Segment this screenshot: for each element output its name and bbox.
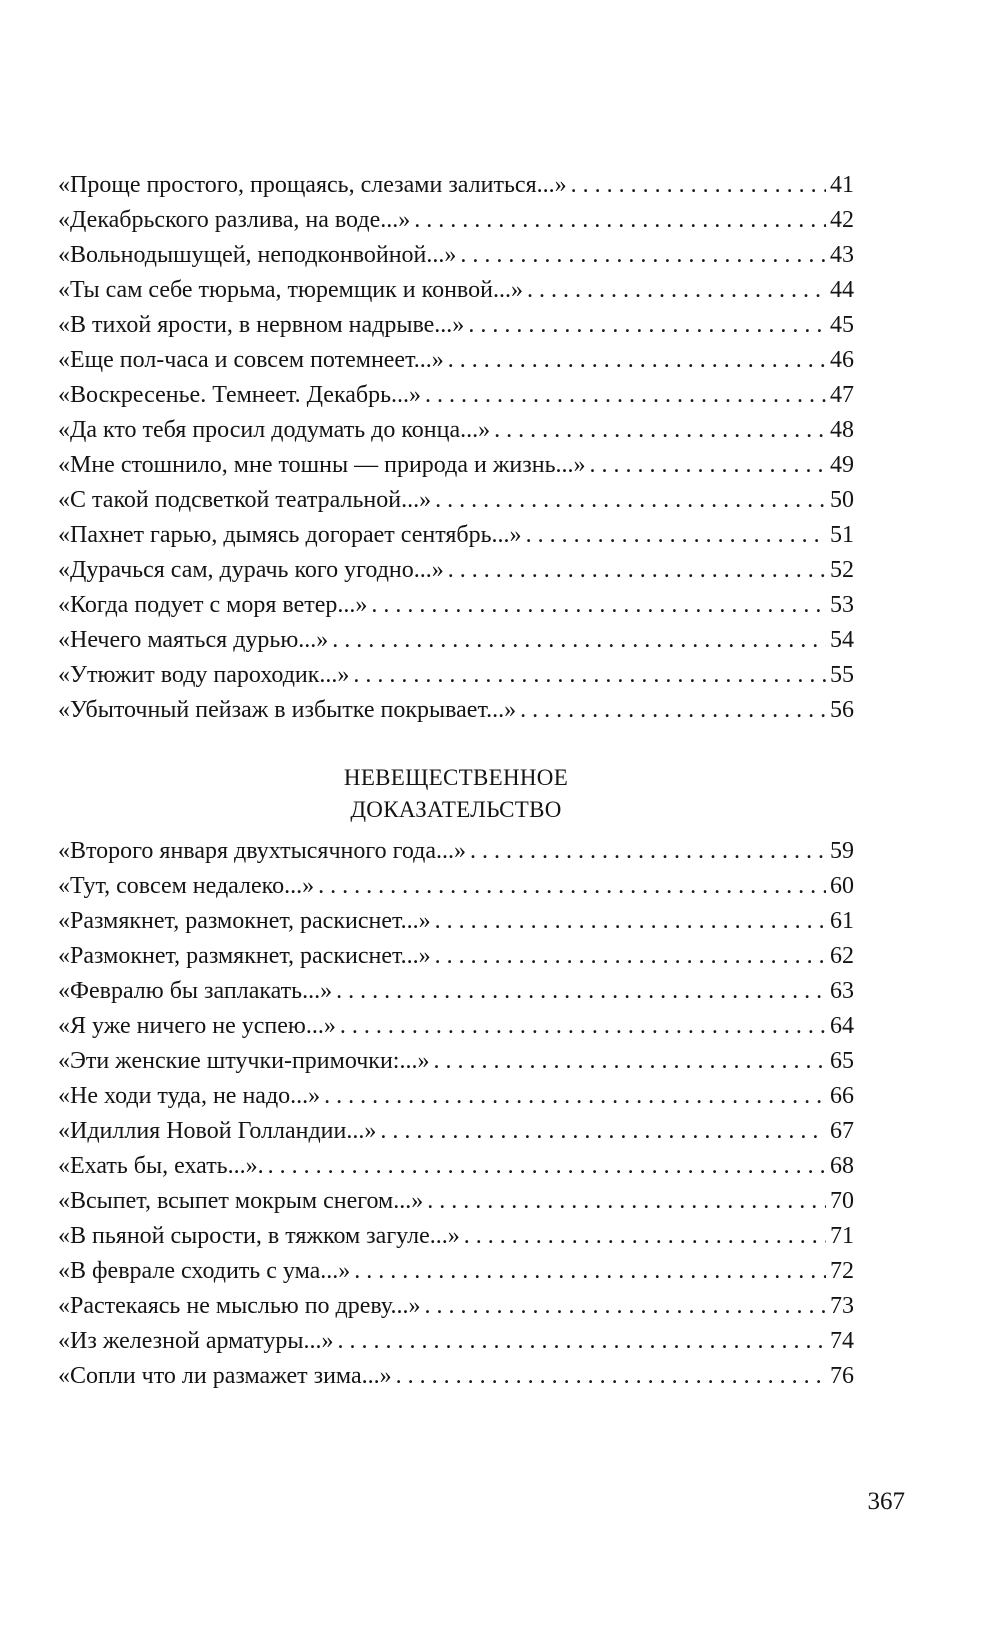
toc-entry-page: 49: [830, 452, 854, 478]
toc-entry-page: 46: [830, 347, 854, 373]
toc-dot-leader: [468, 308, 826, 343]
toc-list-part-2: [58, 834, 854, 1394]
toc-dot-leader: [494, 413, 826, 448]
toc-entry: [58, 1079, 854, 1114]
toc-dot-leader: [435, 939, 826, 974]
toc-entry-page: 52: [830, 557, 854, 583]
toc-entry: [58, 834, 854, 869]
toc-entry-title: «С такой подсветкой театральной...»: [58, 487, 432, 513]
toc-entry-title: «Не ходи туда, не надо...»: [58, 1083, 321, 1109]
toc-entry-title: «Утюжит воду пароходик...»: [58, 662, 350, 688]
toc-entry-page: 71: [830, 1223, 854, 1249]
toc-entry: [58, 1254, 854, 1289]
toc-dot-leader: [354, 1254, 826, 1289]
toc-entry-page: 48: [830, 417, 854, 443]
toc-entry: [58, 939, 854, 974]
toc-entry: [58, 1324, 854, 1359]
toc-dot-leader: [470, 834, 826, 869]
toc-entry-title: «Февралю бы заплакать...»: [58, 978, 333, 1004]
toc-entry-title: «Декабрьского разлива, на воде...»: [58, 207, 411, 233]
toc-entry-page: 45: [830, 312, 854, 338]
toc-entry: [58, 413, 854, 448]
toc-entry-title: «Убыточный пейзаж в избытке покрывает...»: [58, 697, 517, 723]
toc-dot-leader: [268, 1149, 826, 1184]
toc-entry-title: «Вольнодышущей, неподконвойной...»: [58, 242, 457, 268]
toc-entry-title: «Мне стошнило, мне тошны — природа и жизнь...»: [58, 452, 586, 478]
toc-entry: [58, 553, 854, 588]
toc-entry-page: 54: [830, 627, 854, 653]
toc-entry: [58, 623, 854, 658]
toc-entry-page: 74: [830, 1328, 854, 1354]
toc-dot-leader: [427, 1184, 826, 1219]
toc-entry: [58, 1044, 854, 1079]
toc-entry-title: «Второго января двухтысячного года...»: [58, 838, 467, 864]
toc-dot-leader: [435, 483, 826, 518]
toc-entry-page: 66: [830, 1083, 854, 1109]
toc-entry: [58, 1359, 854, 1394]
toc-entry: [58, 658, 854, 693]
toc-dot-leader: [371, 588, 826, 623]
toc-entry: [58, 588, 854, 623]
toc-entry-title: «Всыпет, всыпет мокрым снегом...»: [58, 1188, 424, 1214]
toc-dot-leader: [464, 1219, 826, 1254]
page-number: 367: [867, 1488, 905, 1515]
toc-entry-page: 65: [830, 1048, 854, 1074]
toc-entry-page: 70: [830, 1188, 854, 1214]
toc-entry: [58, 343, 854, 378]
toc-entry: [58, 518, 854, 553]
toc-dot-leader: [571, 168, 826, 203]
toc-entry-title: «Когда подует с моря ветер...»: [58, 592, 368, 618]
toc-entry-title: «В пьяной сырости, в тяжком загуле...»: [58, 1223, 460, 1249]
toc-dot-leader: [460, 238, 826, 273]
toc-entry-title: «Размокнет, размякнет, раскиснет...»: [58, 943, 431, 969]
toc-dot-leader: [380, 1114, 826, 1149]
toc-entry-title: «В феврале сходить с ума...»: [58, 1258, 351, 1284]
toc-entry-title: «Ехать бы, ехать...».: [58, 1153, 264, 1179]
toc-dot-leader: [520, 693, 826, 728]
toc-entry: [58, 378, 854, 413]
toc-dot-leader: [353, 658, 826, 693]
toc-dot-leader: [527, 273, 826, 308]
toc-entry-title: «Воскресенье. Темнеет. Декабрь...»: [58, 382, 422, 408]
toc-entry: [58, 203, 854, 238]
toc-entry: [58, 483, 854, 518]
toc-dot-leader: [337, 1324, 826, 1359]
toc-entry-page: 56: [830, 697, 854, 723]
toc-entry-page: 53: [830, 592, 854, 618]
toc-entry-page: 41: [830, 172, 854, 198]
toc-entry-page: 51: [830, 522, 854, 548]
toc-entry-page: 76: [830, 1363, 854, 1389]
toc-entry-page: 73: [830, 1293, 854, 1319]
toc-dot-leader: [425, 378, 826, 413]
toc-entry-page: 72: [830, 1258, 854, 1284]
toc-entry-page: 55: [830, 662, 854, 688]
toc-entry: [58, 693, 854, 728]
toc-entry-page: 44: [830, 277, 854, 303]
toc-entry: [58, 869, 854, 904]
toc-entry: [58, 168, 854, 203]
toc-entry-title: «Ты сам себе тюрьма, тюремщик и конвой...»: [58, 277, 523, 303]
toc-entry-title: «Идиллия Новой Голландии...»: [58, 1118, 377, 1144]
toc-entry-page: 67: [830, 1118, 854, 1144]
section-heading-line-1: НЕВЕЩЕСТВЕННОЕ: [343, 765, 569, 790]
toc-dot-leader: [332, 623, 826, 658]
toc-entry: [58, 448, 854, 483]
toc-entry-title: «Тут, совсем недалеко...»: [58, 873, 315, 899]
toc-dot-leader: [590, 448, 826, 483]
toc-entry-page: 60: [830, 873, 854, 899]
toc-entry-title: «Эти женские штучки-примочки:...»: [58, 1048, 430, 1074]
toc-entry-title: «В тихой ярости, в нервном надрыве...»: [58, 312, 465, 338]
toc-dot-leader: [448, 343, 826, 378]
toc-entry: [58, 1219, 854, 1254]
toc-entry: [58, 308, 854, 343]
toc-entry-page: 68: [830, 1153, 854, 1179]
toc-entry-title: «Дурачься сам, дурачь кого угодно...»: [58, 557, 444, 583]
toc-dot-leader: [324, 1079, 826, 1114]
toc-dot-leader: [336, 974, 826, 1009]
toc-entry-title: «Нечего маяться дурью...»: [58, 627, 329, 653]
toc-dot-leader: [414, 203, 826, 238]
toc-entry-title: «Да кто тебя просил додумать до конца...»: [58, 417, 491, 443]
toc-entry-page: 62: [830, 943, 854, 969]
toc-entry: [58, 1114, 854, 1149]
toc-entry-page: 43: [830, 242, 854, 268]
toc-entry-page: 59: [830, 838, 854, 864]
section-heading-line-2: ДОКАЗАТЕЛЬСТВО: [350, 797, 562, 822]
toc-entry-title: «Проще простого, прощаясь, слезами залиться...»: [58, 172, 567, 198]
toc-entry-page: 61: [830, 908, 854, 934]
toc-entry: [58, 1289, 854, 1324]
toc-entry: [58, 974, 854, 1009]
toc-dot-leader: [340, 1009, 826, 1044]
toc-entry-title: «Я уже ничего не успею...»: [58, 1013, 336, 1039]
toc-entry-title: «Пахнет гарью, дымясь догорает сентябрь...»: [58, 522, 522, 548]
toc-entry: [58, 1009, 854, 1044]
toc-dot-leader: [433, 1044, 826, 1079]
toc-entry-page: 47: [830, 382, 854, 408]
toc-entry-title: «Растекаясь не мыслью по древу...»: [58, 1293, 421, 1319]
toc-dot-leader: [396, 1359, 826, 1394]
toc-dot-leader: [425, 1289, 826, 1324]
toc-dot-leader: [526, 518, 826, 553]
toc-entry-page: 63: [830, 978, 854, 1004]
toc-entry-title: «Сопли что ли размажет зима...»: [58, 1363, 392, 1389]
toc-entry-title: «Из железной арматуры...»: [58, 1328, 334, 1354]
toc-entry: [58, 1149, 854, 1184]
toc-entry-title: «Размякнет, размокнет, раскиснет...»: [58, 908, 431, 934]
toc-entry-page: 64: [830, 1013, 854, 1039]
section-heading: [58, 762, 854, 826]
toc-entry-page: 42: [830, 207, 854, 233]
toc-list-part-1: [58, 168, 854, 728]
toc-entry: [58, 1184, 854, 1219]
toc-dot-leader: [448, 553, 826, 588]
toc-dot-leader: [318, 869, 826, 904]
toc-entry-title: «Еще пол-часа и совсем потемнеет...»: [58, 347, 444, 373]
toc-entry: [58, 273, 854, 308]
toc-entry-page: 50: [830, 487, 854, 513]
toc-entry: [58, 238, 854, 273]
toc-dot-leader: [435, 904, 826, 939]
toc-entry: [58, 904, 854, 939]
